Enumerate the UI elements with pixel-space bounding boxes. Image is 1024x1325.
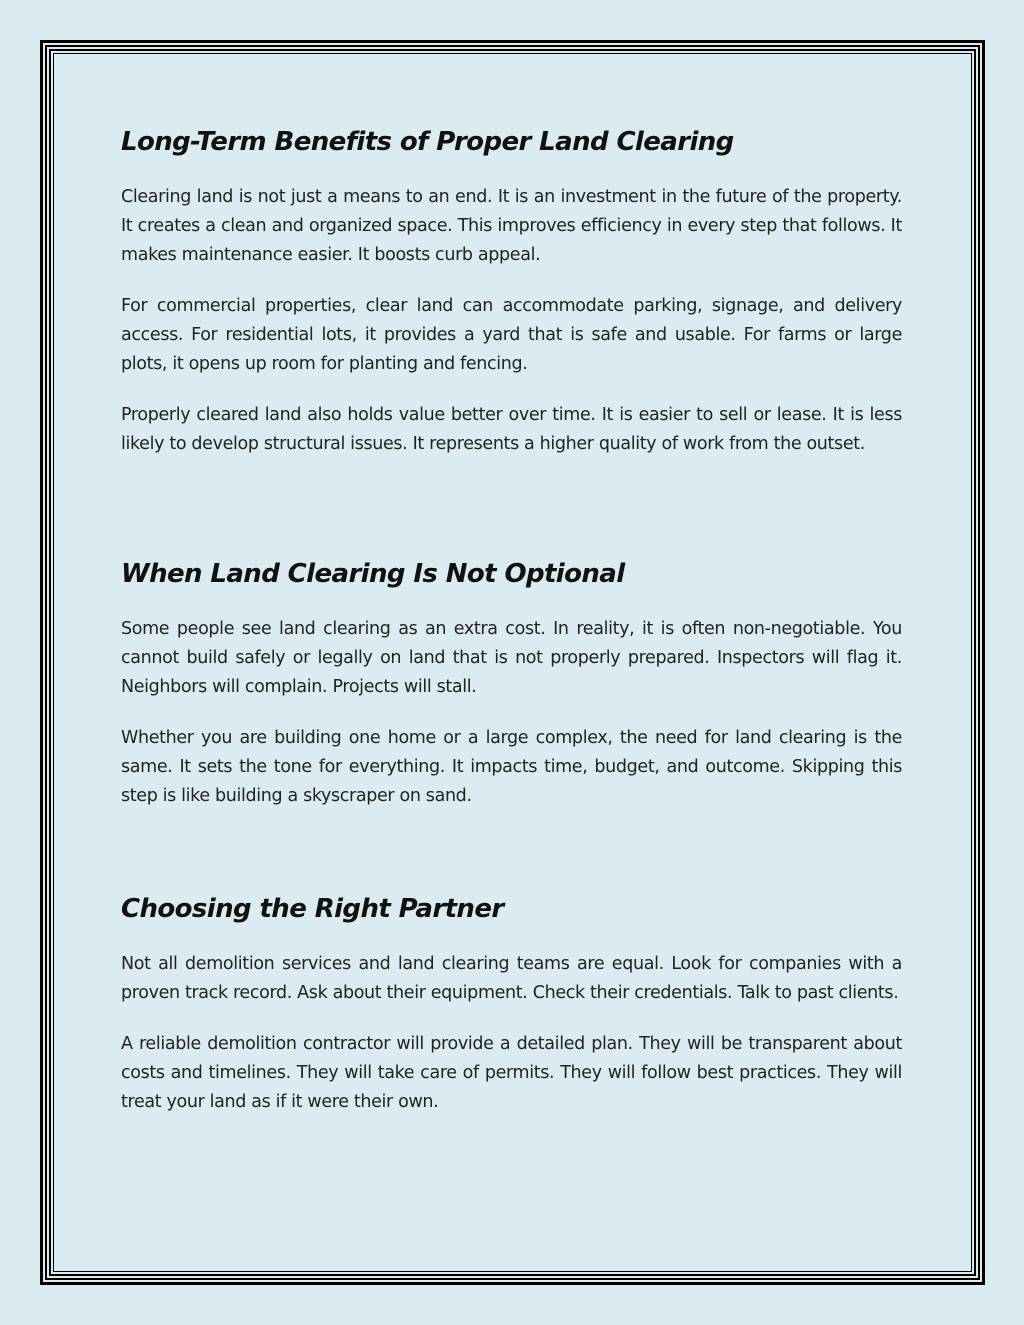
section-when-not-optional [121,550,902,885]
paragraph: Some people see land clearing as an extra cost. In reality, it is often non-negotiable. You cannot build safely or legally on land that is not properly prepared. Inspectors will flag it. Neighbors will complain. Projects will stall. [121,619,902,697]
paragraph: For commercial properties, clear land can accommodate parking, signage, and delivery access. For residential lots, it provides a yard that is safe and usable. For farms or large plots, it opens up room for planting and fencing. [121,296,902,374]
paragraph: A reliable demolition contractor will provide a detailed plan. They will be transparent about costs and timelines. They will take care of permits. They will follow best practices. They will treat your land as if it were their own. [121,1034,902,1112]
section-long-term-benefits [121,118,902,550]
section-heading: Long-Term Benefits of Proper Land Clearing [121,127,734,157]
section-choosing-partner [121,885,902,1117]
section-heading: Choosing the Right Partner [121,894,504,924]
document-body [121,118,902,1139]
paragraph: Properly cleared land also holds value better over time. It is easier to sell or lease. It is less likely to develop structural issues. It represents a higher quality of work from the outset. [121,405,902,454]
paragraph: Clearing land is not just a means to an end. It is an investment in the future of the property. It creates a clean and organized space. This improves efficiency in every step that follows. It makes maintenance easier. It boosts curb appeal. [121,187,902,265]
section-heading: When Land Clearing Is Not Optional [121,559,625,589]
paragraph: Not all demolition services and land clearing teams are equal. Look for companies with a proven track record. Ask about their equipment. Check their credentials. Talk to past clients. [121,954,902,1003]
paragraph: Whether you are building one home or a large complex, the need for land clearing is the same. It sets the tone for everything. It impacts time, budget, and outcome. Skipping this step is like building a skyscraper on sand. [121,728,902,806]
